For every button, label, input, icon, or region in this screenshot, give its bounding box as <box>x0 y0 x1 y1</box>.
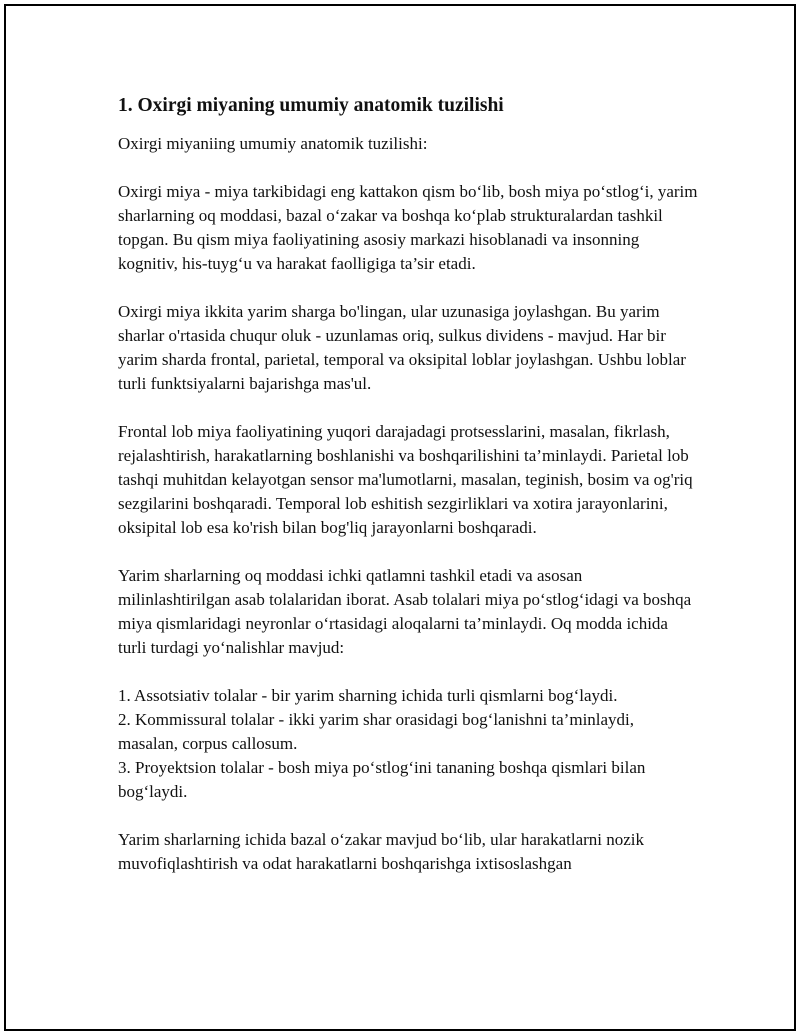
list-item: 1. Assotsiativ tolalar - bir yarim sharning ichida turli qismlarni bog‘laydi. <box>118 686 618 705</box>
document-body <box>118 92 698 876</box>
paragraph-basal-nuclei: Yarim sharlarning ichida bazal o‘zakar mavjud bo‘lib, ular harakatlarni nozik muvofiqlashtirish va odat harakatlarni boshqarishga ixtisoslashgan <box>118 830 645 873</box>
intro-line: Oxirgi miyaniing umumiy anatomik tuzilishi: <box>118 134 428 153</box>
paragraph-white-matter: Yarim sharlarning oq moddasi ichki qatlamni tashkil etadi va asosan milinlashtirilgan asab tolalaridan iborat. Asab tolalari miya po‘stlog‘idagi va boshqa miya qismlaridagi neyronlar o‘rtasidagi aloqalarni ta’minlaydi. Oq modda ichida turli turdagi yo‘nalishlar mavjud: <box>118 566 692 657</box>
fiber-types-list <box>118 684 698 804</box>
list-item: 2. Kommissural tolalar - ikki yarim shar orasidagi bog‘lanishni ta’minlaydi, masalan, corpus callosum. <box>118 710 635 753</box>
list-item: 3. Proyektsion tolalar - bosh miya po‘stlog‘ini tananing boshqa qismlari bilan bog‘laydi. <box>118 758 646 801</box>
section-heading: 1. Oxirgi miyaning umumiy anatomik tuzilishi <box>118 95 504 116</box>
paragraph-overview: Oxirgi miya - miya tarkibidagi eng kattakon qism bo‘lib, bosh miya po‘stlog‘i, yarim sharlarning oq moddasi, bazal o‘zakar va boshqa ko‘plab strukturalardan tashkil topgan. Bu qism miya faoliyatining asosiy markazi hisoblanadi va insonning kognitiv, his-tuyg‘u va harakat faolligiga ta’sir etadi. <box>118 182 698 273</box>
paragraph-lobes: Frontal lob miya faoliyatining yuqori darajadagi protsesslarini, masalan, fikrlash, rejalashtirish, harakatlarning boshlanishi va boshqarilishini ta’minlaydi. Parietal lob tashqi muhitdan kelayotgan sensor ma'lumotlarni, masalan, teginish, bosim va og'riq sezgilarini boshqaradi. Temporal lob eshitish sezgirliklari va xotira jarayonlarini, oksipital lob esa ko'rish bilan bog'liq jarayonlarni boshqaradi. <box>118 422 693 537</box>
paragraph-hemispheres: Oxirgi miya ikkita yarim sharga bo'lingan, ular uzunasiga joylashgan. Bu yarim sharlar o'rtasida chuqur oluk - uzunlamas oriq, sulkus dividens - mavjud. Har bir yarim sharda frontal, parietal, temporal va oksipital loblar joylashgan. Ushbu loblar turli funktsiyalarni bajarishga mas'ul. <box>118 302 686 393</box>
